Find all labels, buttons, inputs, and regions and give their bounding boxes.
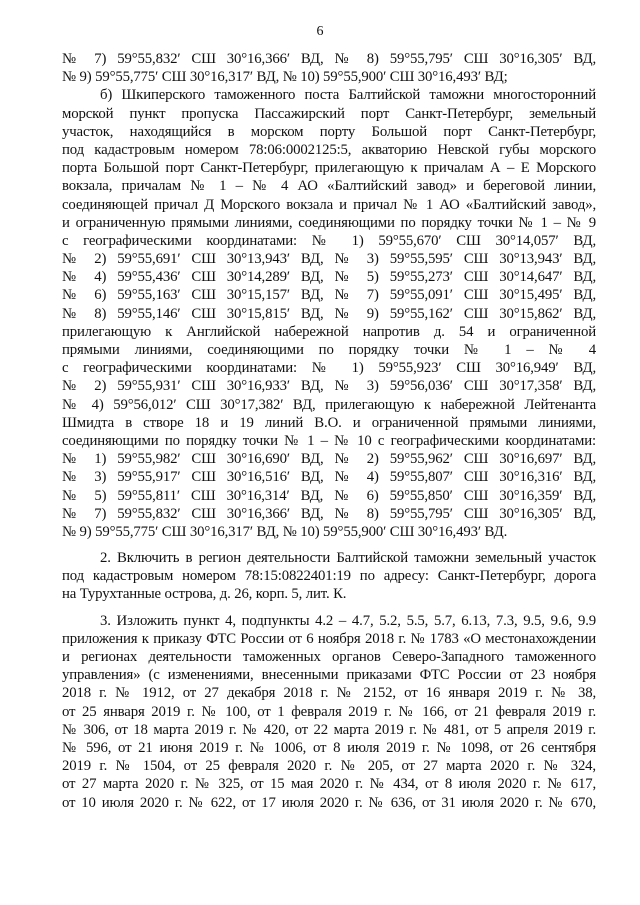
text-line: с географическими координатами: № 1) 59°55,923′ СШ 30°16,949′ ВД, (62, 360, 596, 377)
paragraph-gap (62, 541, 596, 549)
document-body (62, 50, 596, 812)
text-line: управления» (с изменениями, внесенными приказами ФТС России от 23 ноября (62, 667, 596, 684)
text-line: приложения к приказу ФТС России от 6 ноября 2018 г. № 1783 «О местонахождении (62, 630, 596, 647)
text-line: соединяющей причал Д Морского вокзала и причал № 1 АО «Балтийский завод», (62, 196, 596, 213)
text-line: порта Большой порт Санкт-Петербург, прилегающую к причалам А – Е Морского (62, 160, 596, 177)
text-line: № 5) 59°55,811′ СШ 30°16,314′ ВД, № 6) 59°55,850′ СШ 30°16,359′ ВД, (62, 487, 596, 504)
text-line: прилегающую к Английской набережной напротив д. 54 и ограниченной (62, 323, 596, 340)
text-line: вокзала, причалам № 1 – № 4 АО «Балтийский завод» и береговой линии, (62, 178, 596, 195)
text-line: на Турухтанные острова, д. 26, корп. 5, лит. К. (62, 586, 347, 603)
text-line: № 2) 59°55,691′ СШ 30°13,943′ ВД, № 3) 59°55,595′ СШ 30°13,943′ ВД, (62, 251, 596, 268)
paragraph-gap (62, 604, 596, 612)
text-line: № 6) 59°55,163′ СШ 30°15,157′ ВД, № 7) 59°55,091′ СШ 30°15,495′ ВД, (62, 287, 596, 304)
text-line: № 4) 59°55,436′ СШ 30°14,289′ ВД, № 5) 59°55,273′ СШ 30°14,647′ ВД, (62, 269, 596, 286)
text-line: 3. Изложить пункт 4, подпункты 4.2 – 4.7, 5.2, 5.5, 5.7, 6.13, 7.3, 9.5, 9.6, 9.9 (100, 612, 596, 629)
text-line: № 7) 59°55,832′ СШ 30°16,366′ ВД, № 8) 59°55,795′ СШ 30°16,305′ ВД, (62, 505, 596, 522)
text-line: 2019 г. № 1504, от 25 февраля 2020 г. № 205, от 27 марта 2020 г. № 324, (62, 758, 596, 775)
text-line: 2. Включить в регион деятельности Балтийской таможни земельный участок (100, 550, 596, 567)
text-line: № 2) 59°55,931′ СШ 30°16,933′ ВД, № 3) 59°56,036′ СШ 30°17,358′ ВД, (62, 378, 596, 395)
text-line: б) Шкиперского таможенного поста Балтийской таможни многосторонний (100, 87, 596, 104)
text-line: прямыми линиями, соединяющими по порядку точки № 1 – № 4 (62, 342, 596, 358)
text-line: от 10 июля 2020 г. № 622, от 17 июля 2020 г. № 636, от 31 июля 2020 г. № 670, (62, 794, 596, 811)
text-line: № 306, от 18 марта 2019 г. № 420, от 22 марта 2019 г. № 481, от 5 апреля 2019 г. (62, 721, 596, 738)
text-line: № 4) 59°56,012′ СШ 30°17,382′ ВД, прилегающую к набережной Лейтенанта (62, 396, 596, 413)
text-line: морской пункт пропуска Пассажирский порт Санкт-Петербург, земельный (62, 105, 596, 122)
text-line: № 9) 59°55,775′ СШ 30°16,317′ ВД, № 10) 59°55,900′ СШ 30°16,493′ ВД; (62, 69, 508, 86)
text-line: № 7) 59°55,832′ СШ 30°16,366′ ВД, № 8) 59°55,795′ СШ 30°16,305′ ВД, (62, 51, 596, 67)
text-line: и ограниченную прямыми линиями, соединяющими по порядку точки № 1 – № 9 (62, 214, 596, 231)
text-line: Шмидта в створе 18 и 19 линий В.О. и ограниченной прямыми линиями, (62, 414, 596, 431)
text-line: под кадастровым номером 78:06:0002125:5, акваторию Невской губы морского (62, 141, 596, 158)
text-line: № 9) 59°55,775′ СШ 30°16,317′ ВД, № 10) 59°55,900′ СШ 30°16,493′ ВД. (62, 523, 508, 540)
text-line: № 3) 59°55,917′ СШ 30°16,516′ ВД, № 4) 59°55,807′ СШ 30°16,316′ ВД, (62, 469, 596, 486)
text-line: № 596, от 21 июня 2019 г. № 1006, от 8 июля 2019 г. № 1098, от 26 сентября (62, 739, 596, 756)
text-line: под кадастровым номером 78:15:0822401:19 по адресу: Санкт-Петербург, дорога (62, 568, 596, 585)
text-line: участок, находящийся в морском порту Большой порт Санкт-Петербург, (62, 123, 596, 140)
text-line: № 8) 59°55,146′ СШ 30°15,815′ ВД, № 9) 59°55,162′ СШ 30°15,862′ ВД, (62, 305, 596, 322)
text-line: 2018 г. № 1912, от 27 декабря 2018 г. № 2152, от 16 января 2019 г. № 38, (62, 685, 596, 702)
text-line: от 27 марта 2020 г. № 325, от 15 мая 2020 г. № 434, от 8 июля 2020 г. № 617, (62, 776, 596, 793)
text-line: соединяющими по порядку точки № 1 – № 10 с географическими координатами: (62, 432, 596, 449)
text-line: от 25 января 2019 г. № 100, от 1 февраля 2019 г. № 166, от 21 февраля 2019 г. (62, 703, 596, 720)
page-number: 6 (316, 24, 324, 39)
text-line: с географическими координатами: № 1) 59°55,670′ СШ 30°14,057′ ВД, (62, 232, 596, 249)
text-line: и регионах деятельности таможенных органов Северо-Западного таможенного (62, 649, 596, 665)
text-line: № 1) 59°55,982′ СШ 30°16,690′ ВД, № 2) 59°55,962′ СШ 30°16,697′ ВД, (62, 451, 596, 468)
